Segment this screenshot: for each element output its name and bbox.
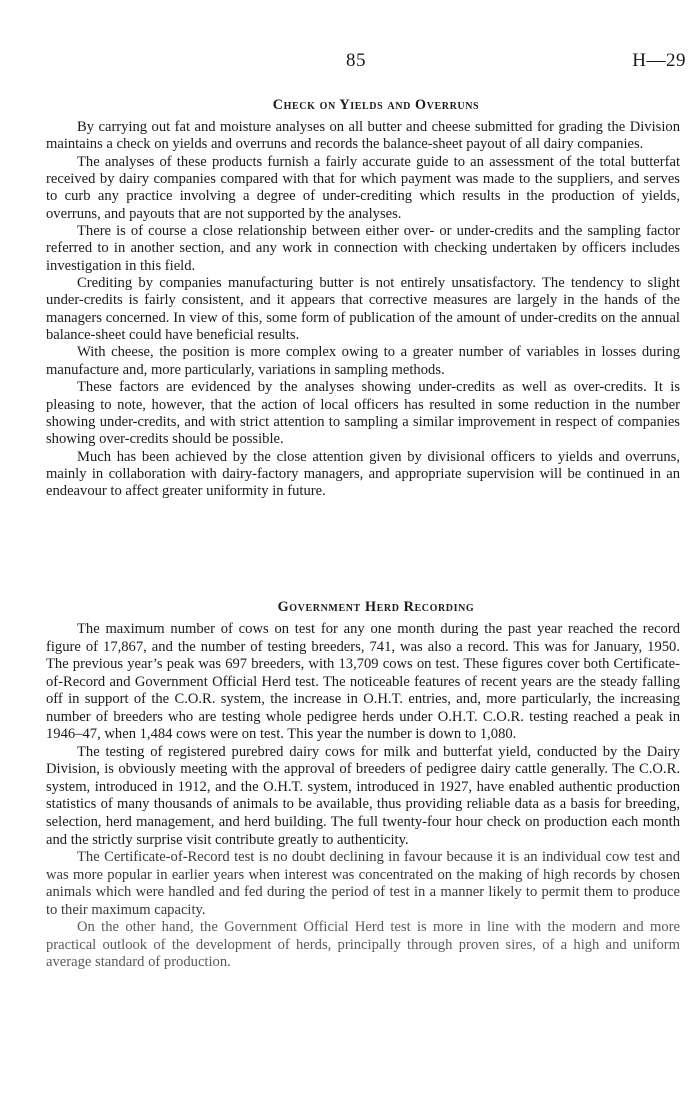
- report-code: H—29: [632, 50, 686, 71]
- section-heading: Government Herd Recording: [277, 599, 475, 615]
- section-heading: Check on Yields and Overruns: [272, 97, 480, 113]
- paragraph: There is of course a close relationship between either over- or under-credits and the sampling factor referred to in another section, and any work in connection with checking undertaken by officers includes investigation in this field.: [46, 223, 680, 274]
- paragraph: These factors are evidenced by the analyses showing under-credits as well as over-credits. It is pleasing to note, however, that the action of local officers has resulted in some reduction in the number showing under-credits, and with strict attention to sampling a similar improvement in respect of companies showing over-credits should be possible.: [46, 379, 680, 448]
- paragraph: The Certificate-of-Record test is no doubt declining in favour because it is an individual cow test and was more popular in earlier years when interest was concentrated on the making of high records by chosen animals which were handled and fed during the period of test in a manner likely to permit them to produce to their maximum capacity.: [46, 849, 680, 918]
- page-number: 85: [346, 50, 366, 71]
- section-government-herd-recording: [46, 598, 680, 972]
- paragraph: With cheese, the position is more complex owing to a greater number of variables in losses during manufacture and, more particularly, variations in sampling methods.: [46, 344, 680, 378]
- paragraph: The analyses of these products furnish a fairly accurate guide to an assessment of the total butterfat received by dairy companies compared with that for which payment was made to the suppliers, and serves to curb any practice involving a degree of under-crediting which results in the production of yields, overruns, and payouts that are not supported by the analyses.: [46, 153, 680, 222]
- paragraph: Much has been achieved by the close attention given by divisional officers to yields and overruns, mainly in collaboration with dairy-factory managers, and appropriate supervision will be continued in an endeavour to affect greater uniformity in future.: [46, 448, 680, 500]
- paragraph: By carrying out fat and moisture analyses on all butter and cheese submitted for grading the Division maintains a check on yields and overruns and records the balance-sheet payout of all dairy companies.: [46, 119, 680, 153]
- section-check-on-yields: [46, 96, 680, 501]
- paragraph: Crediting by companies manufacturing butter is not entirely unsatisfactory. The tendency to slight under-credits is fairly consistent, and it appears that corrective measures are largely in the hands of the managers concerned. In view of this, some form of publication of the amount of under-credits on the annual balance-sheet could have beneficial results.: [46, 275, 680, 344]
- paragraph: On the other hand, the Government Official Herd test is more in line with the modern and more practical outlook of the development of herds, principally through proven sires, of a high and uniform average standard of production.: [46, 919, 680, 971]
- paragraph: The testing of registered purebred dairy cows for milk and butterfat yield, conducted by the Dairy Division, is obviously meeting with the approval of breeders of pedigree dairy cattle generally. The C.O.R. system, introduced in 1912, and the O.H.T. system, introduced in 1927, have enabled authentic production statistics of many thousands of animals to be available, thus providing reliable data as a basis for breeding, selection, herd management, and herd building. The full twenty-four hour check on production each month and the strictly surprise visit contribute greatly to authenticity.: [46, 743, 680, 848]
- paragraph: The maximum number of cows on test for any one month during the past year reached the record figure of 17,867, and the number of testing breeders, 741, was also a record. This was for January, 1950. The previous year’s peak was 697 breeders, with 13,709 cows on test. These figures cover both Certificate-of-Record and Government Official Herd test. The noticeable features of recent years are the steady falling off in support of the C.O.R. system, the increase in O.H.T. entries, and, more particularly, the increasing number of breeders who are testing whole pedigree herds under O.H.T. C.O.R. testing reached a peak in 1946–47, when 1,484 cows were on test. This year the number is down to 1,080.: [46, 621, 680, 743]
